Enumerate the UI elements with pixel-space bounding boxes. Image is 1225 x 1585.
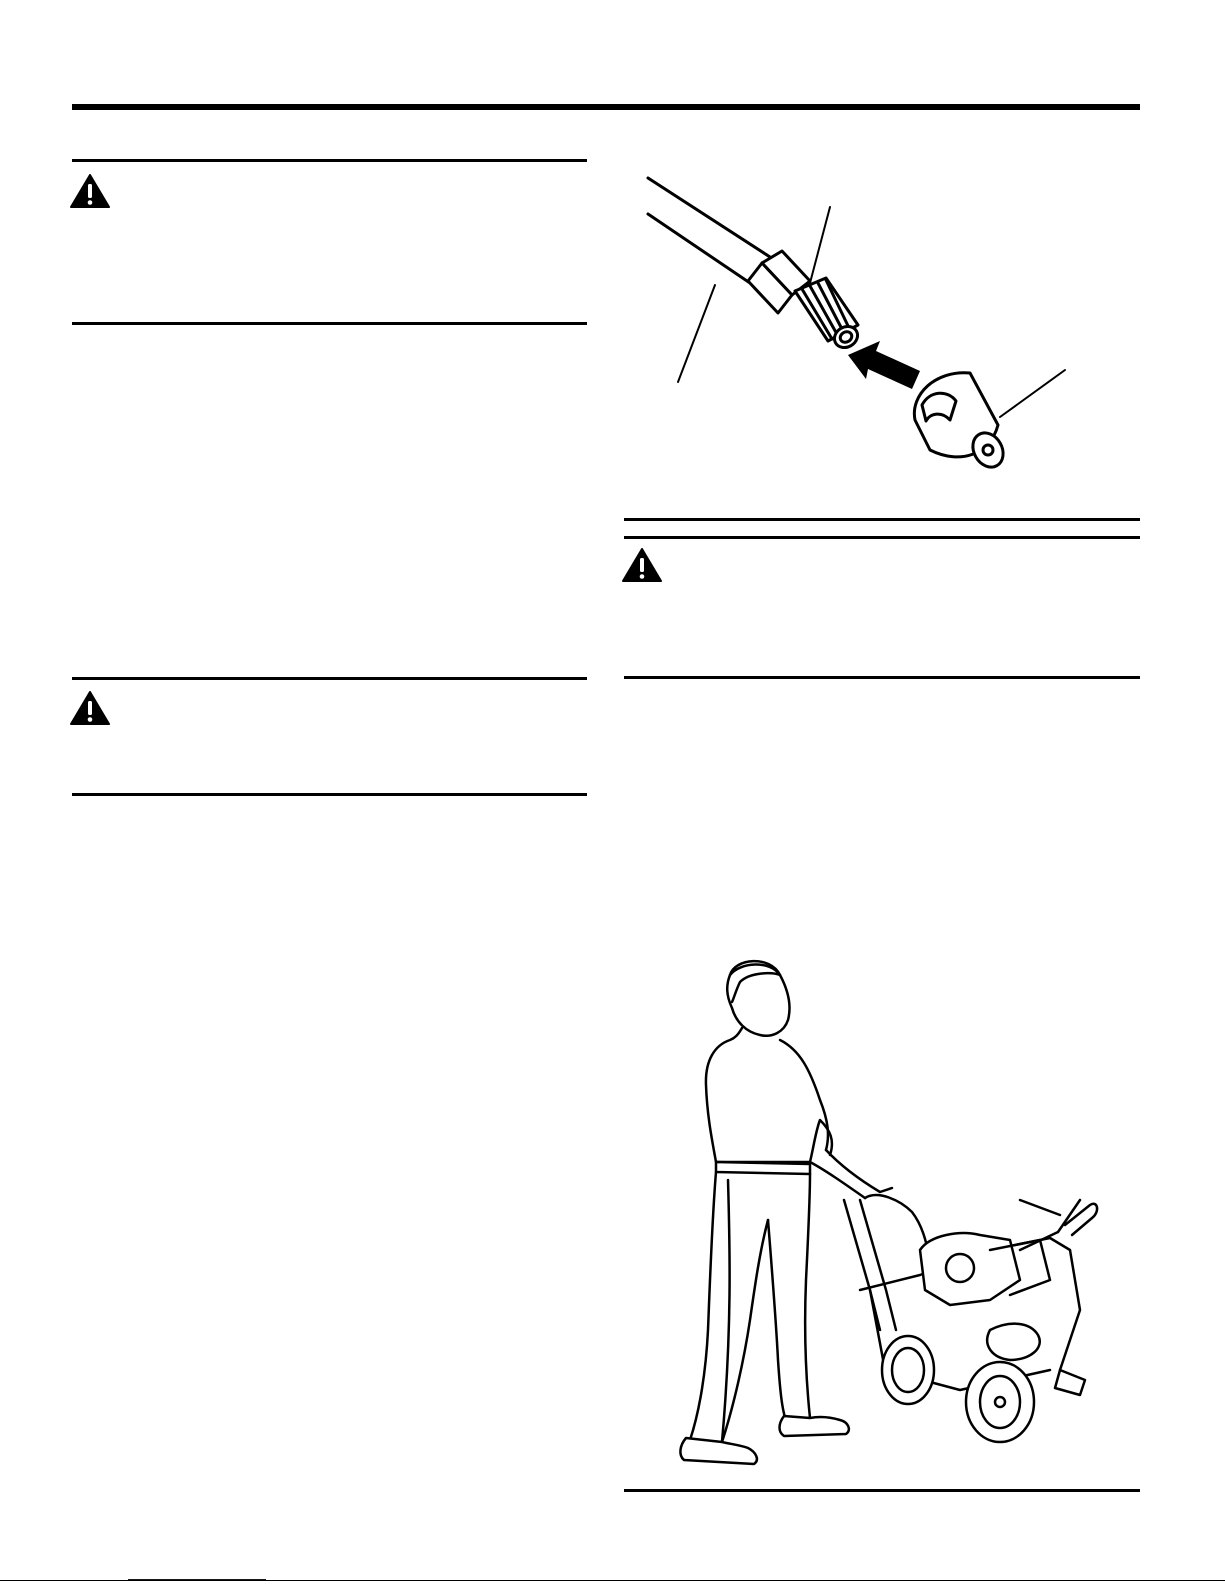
pressure-washer-icon xyxy=(844,1195,1097,1442)
warning-1-bottom-rule xyxy=(72,322,587,325)
wand-icon xyxy=(648,178,770,283)
warning-1-top-rule xyxy=(72,159,587,162)
header-rule xyxy=(72,104,1140,110)
footer-rule xyxy=(0,1580,1225,1581)
quick-connect-icon xyxy=(748,251,861,352)
warning-triangle-icon xyxy=(70,174,110,208)
figure-bottom-rule xyxy=(624,1489,1140,1492)
person-icon xyxy=(680,961,892,1464)
warning-2-bottom-rule xyxy=(72,793,587,796)
insert-arrow-icon xyxy=(848,341,920,389)
warning-3-top-rule xyxy=(624,518,1140,521)
warning-triangle-icon xyxy=(70,691,110,725)
warning-triangle-icon xyxy=(622,548,662,582)
warning-3-bottom-rule xyxy=(624,676,1140,679)
nozzle-figure xyxy=(630,165,1090,495)
nozzle-icon xyxy=(914,373,1009,473)
warning-3-inner-rule xyxy=(624,536,1140,539)
footer-link-underline[interactable] xyxy=(128,1579,266,1580)
warning-2-top-rule xyxy=(72,677,587,680)
moving-pressure-washer-figure xyxy=(660,950,1100,1480)
